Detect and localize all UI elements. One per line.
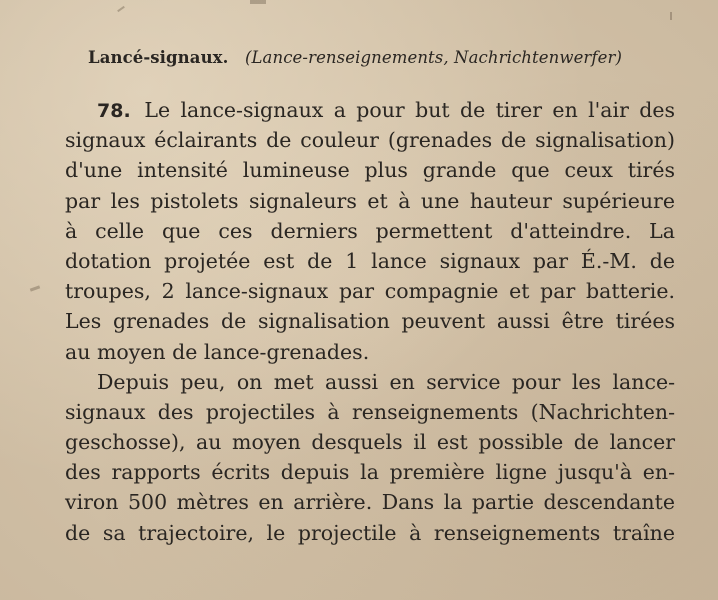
text-line: d'une intensité lumineuse plus grande que ceux tirés bbox=[65, 158, 675, 183]
text-line: à celle que ces derniers permettent d'atteindre. La bbox=[65, 218, 675, 243]
heading-subtitle: (Lance-renseignements, Nachrichtenwerfer) bbox=[244, 48, 623, 67]
text-line: de sa trajectoire, le projectile à renseignements traîne bbox=[65, 520, 675, 545]
paper-speck bbox=[250, 0, 266, 4]
text-line: signaux des projectiles à renseignements (Nachrichten- bbox=[65, 399, 675, 424]
text-line: signaux éclairants de couleur (grenades de signalisation) bbox=[65, 128, 675, 153]
paper-speck bbox=[117, 6, 125, 12]
text-line: Le lance-signaux a pour but de tirer en l'air des bbox=[144, 98, 675, 122]
section-heading bbox=[88, 48, 622, 67]
text-line: par les pistolets signaleurs et à une hauteur supérieure bbox=[65, 188, 675, 213]
paragraph-number: 78. bbox=[97, 100, 131, 122]
text-line: troupes, 2 lance-signaux par compagnie et par batterie. bbox=[65, 279, 675, 304]
text-line: Les grenades de signalisation peuvent aussi être tirées bbox=[65, 309, 675, 334]
text-line: au moyen de lance-grenades. bbox=[65, 339, 370, 364]
paper-speck bbox=[670, 12, 672, 20]
text-line: geschosse), au moyen desquels il est possible de lancer bbox=[65, 430, 675, 455]
paragraph-78-line bbox=[65, 95, 675, 125]
paper-speck bbox=[30, 285, 40, 291]
text-line: dotation projetée est de 1 lance signaux par É.-M. de bbox=[65, 248, 675, 273]
text-line: viron 500 mètres en arrière. Dans la partie descendante bbox=[65, 490, 675, 515]
body-text bbox=[65, 95, 675, 548]
text-line: Depuis peu, on met aussi en service pour les lance- bbox=[97, 369, 675, 394]
text-line: des rapports écrits depuis la première ligne jusqu'à en- bbox=[65, 460, 675, 485]
heading-title: Lancé-signaux. bbox=[88, 48, 229, 67]
paragraph-2-line bbox=[65, 367, 675, 397]
